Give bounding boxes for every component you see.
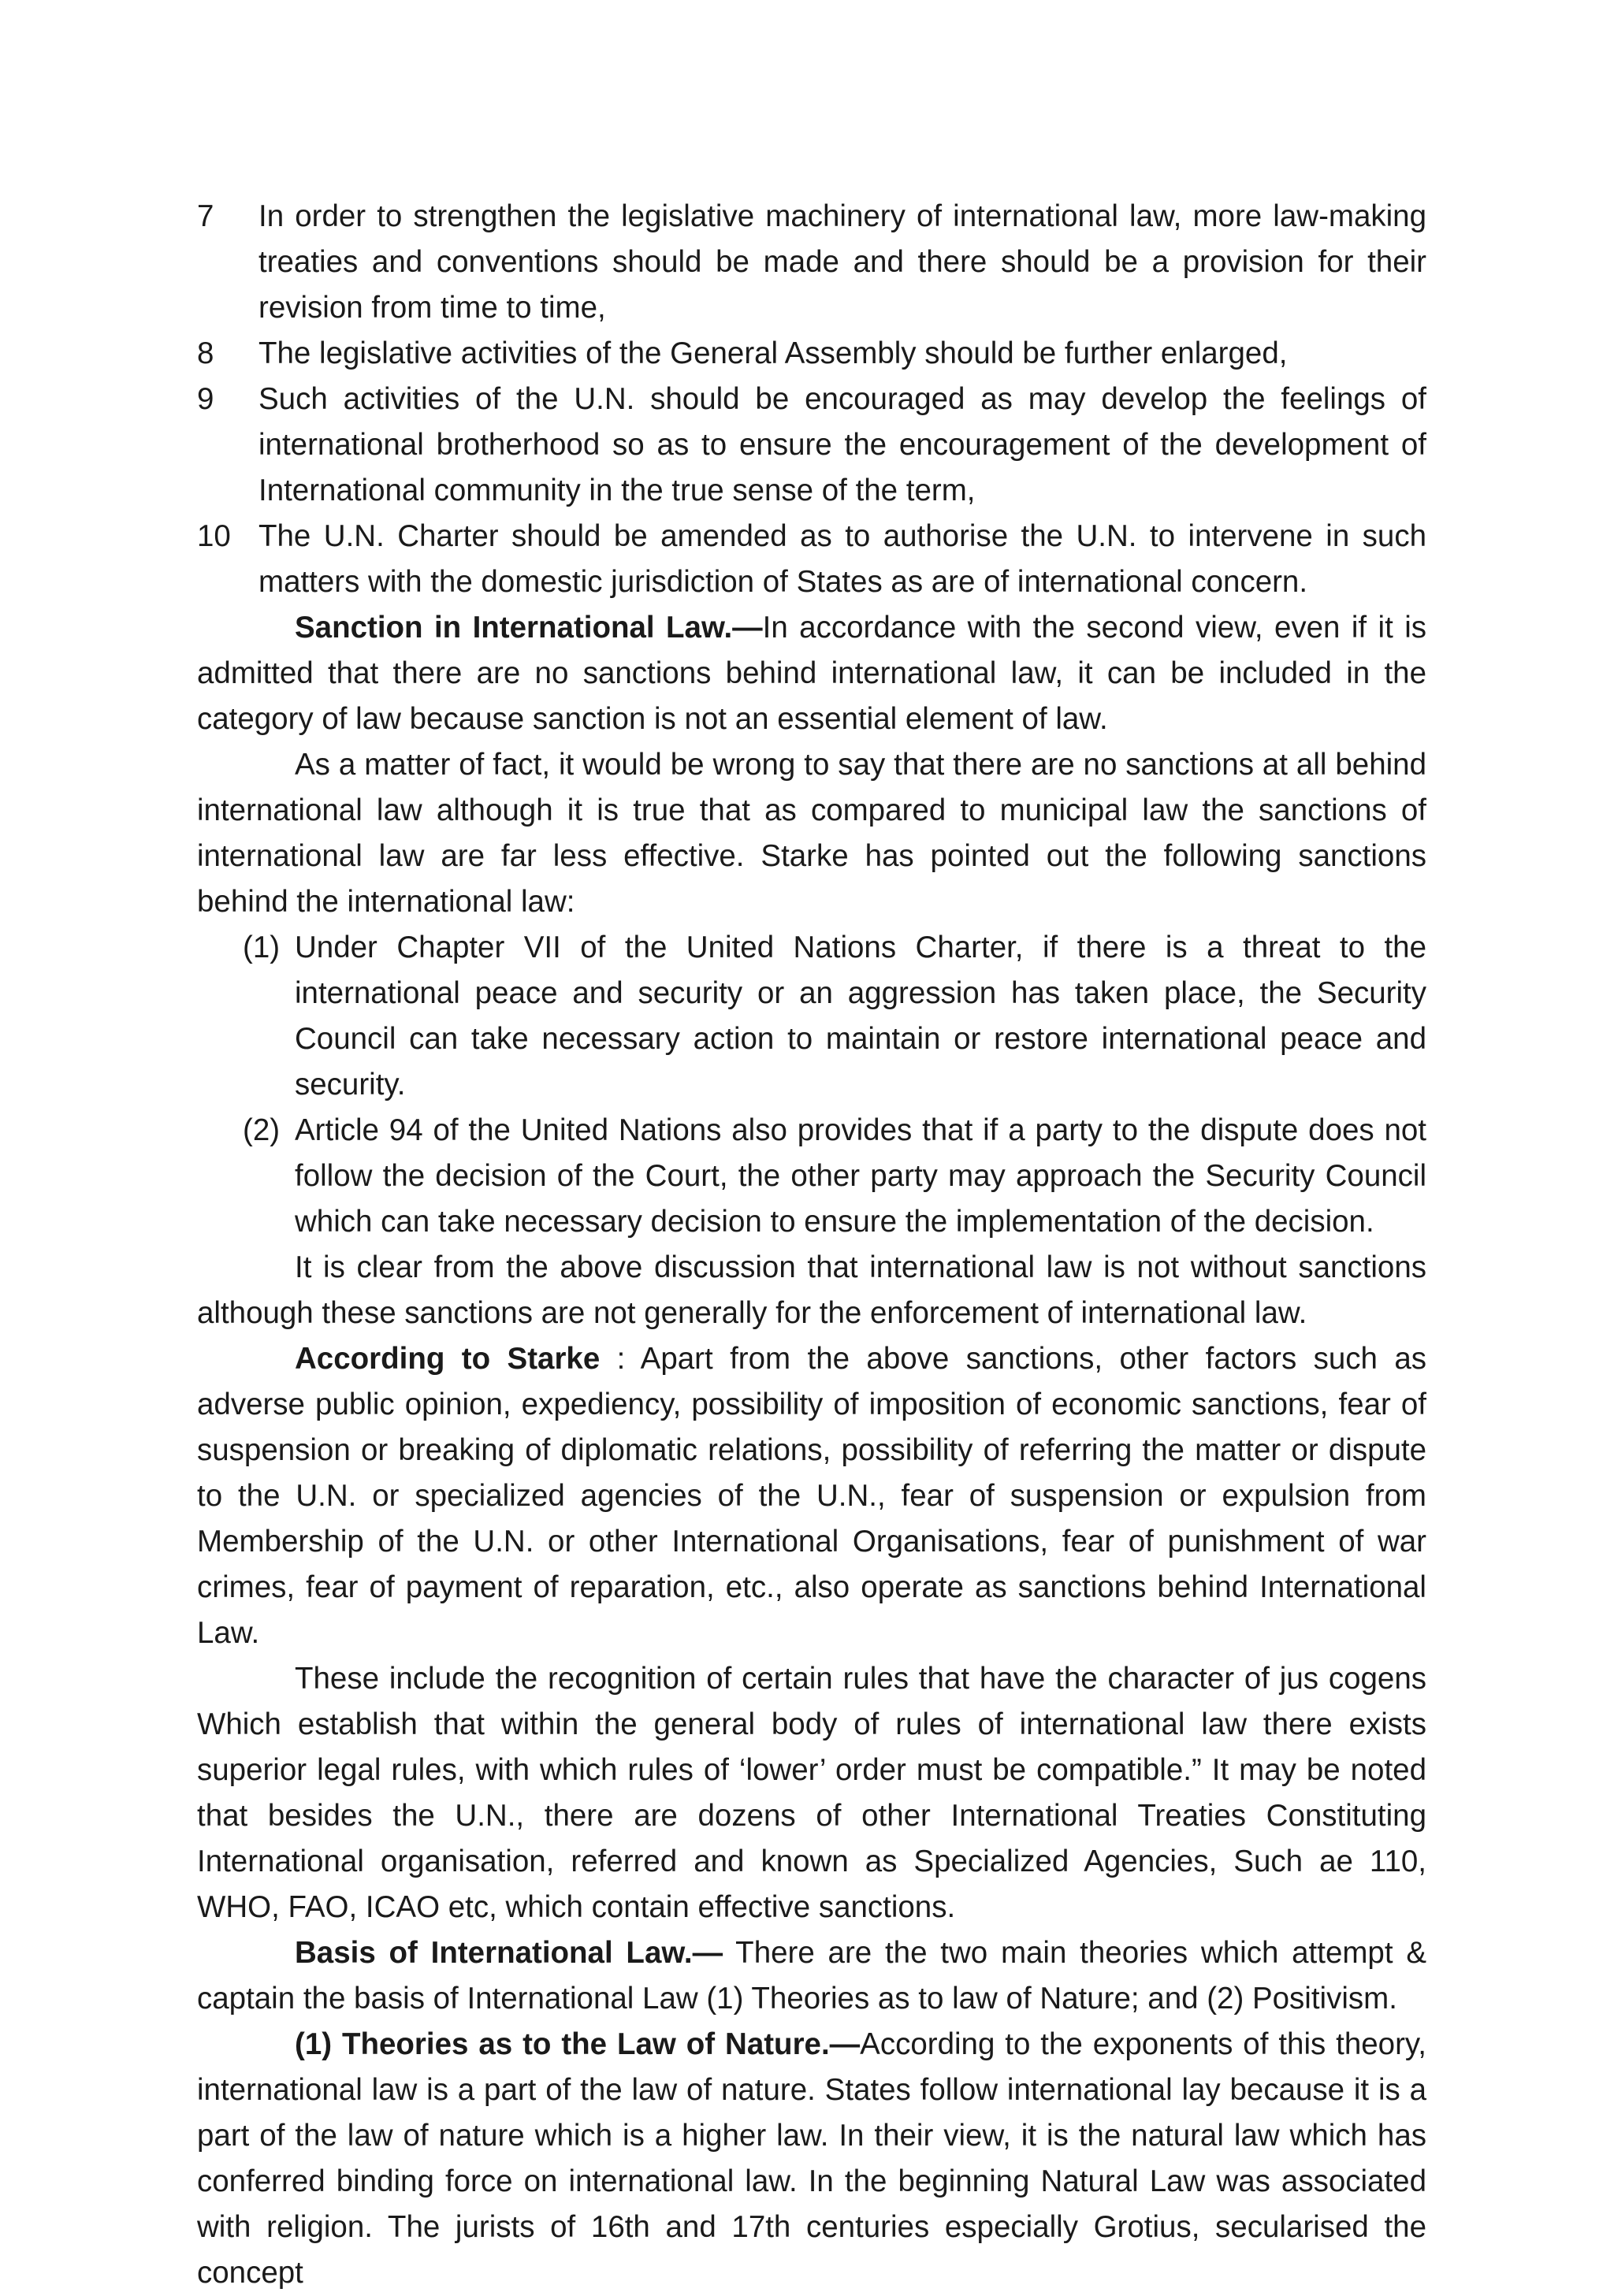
numbered-item-7 (197, 194, 1426, 331)
section-heading: According to Starke (295, 1342, 601, 1376)
item-number: 10 (197, 519, 231, 553)
starke-paragraph (197, 1336, 1426, 1656)
item-text: In order to strengthen the legislative machinery of international law, more law-making treaties and conventions should be made and there should be a provision for their revision from time to time, (258, 199, 1426, 325)
sanction-item-2 (243, 1108, 1426, 1245)
matter-of-fact-paragraph: As a matter of fact, it would be wrong to say that there are no sanctions at all behind international law although it is true that as compared to municipal law the sanctions of international law are far less effective. Starke has pointed out the following sanctions behind the international law: (197, 748, 1426, 919)
sanctions-list (243, 925, 1426, 1245)
section-heading: Basis of International Law.— (295, 1936, 723, 1970)
sanction-item-1 (243, 925, 1426, 1108)
item-number: (2) (243, 1113, 281, 1147)
paragraph-text: : Apart from the above sanctions, other factors such as adverse public opinion, expediency, possibility of imposition of economic sanctions, fear of suspension or breaking of diplomatic relations, possibility of referring the matter or dispute to the U.N. or specialized agencies of the U.N., fear of suspension or expulsion from Membership of the U.N. or other International Organisations, fear of punishment of war crimes, fear of payment of reparation, etc., also operate as sanctions behind International Law. (197, 1342, 1426, 1650)
numbered-item-10 (197, 514, 1426, 605)
jus-cogens-paragraph: These include the recognition of certain rules that have the character of jus cogens Which establish that within the general body of rules of international law there exists superior legal rules, with which rules of ‘lower’ order must be compatible.” It may be noted that besides the U.N., there are dozens of other International Treaties Constituting International organisation, referred and known as Specialized Agencies, Such ae 110, WHO, FAO, ICAO etc, which contain effective sanctions. (197, 1662, 1426, 1924)
item-number: 7 (197, 199, 214, 233)
law-of-nature-paragraph (197, 2022, 1426, 2296)
document-page (197, 194, 1426, 2296)
item-text: Under Chapter VII of the United Nations Charter, if there is a threat to the international peace and security or an aggression has taken place, the Security Council can take necessary action to maintain or restore international peace and security. (295, 931, 1426, 1102)
clear-paragraph: It is clear from the above discussion that international law is not without sanctions although these sanctions are not generally for the enforcement of international law. (197, 1250, 1426, 1330)
section-heading: (1) Theories as to the Law of Nature.— (295, 2027, 861, 2061)
section-heading: Sanction in International Law.— (295, 611, 763, 645)
item-text: The legislative activities of the General Assembly should be further enlarged, (258, 336, 1288, 370)
numbered-item-9 (197, 377, 1426, 514)
paragraph-text: According to the exponents of this theory, international law is a part of the law of nature. States follow international lay because it is a part of the law of nature which is a higher law. In their view, it is the natural law which has conferred binding force on international law. In the beginning Natural Law was associated with religion. The jurists of 16th and 17th centuries especially Grotius, secularised the concept (197, 2027, 1426, 2290)
item-text: Such activities of the U.N. should be encouraged as may develop the feelings of international brotherhood so as to ensure the encouragement of the development of International community in the true sense of the term, (258, 382, 1426, 507)
item-number: 9 (197, 382, 214, 416)
item-number: (1) (243, 931, 281, 964)
item-text: The U.N. Charter should be amended as to authorise the U.N. to intervene in such matters with the domestic jurisdiction of States as are of international concern. (258, 519, 1426, 599)
item-number: 8 (197, 336, 214, 370)
item-text: Article 94 of the United Nations also provides that if a party to the dispute does not follow the decision of the Court, the other party may approach the Security Council which can take necessary decision to ensure the implementation of the decision. (295, 1113, 1426, 1239)
paragraph-text: In accordance with the second view, even if it is admitted that there are no sanctions behind international law, it can be included in the category of law because sanction is not an essential element of law. (197, 611, 1426, 736)
numbered-item-8 (197, 331, 1426, 377)
paragraph-text: There are the two main theories which attempt & captain the basis of International Law (1) Theories as to law of Nature; and (2) Positivism. (197, 1936, 1427, 2016)
sanction-paragraph (197, 605, 1426, 742)
basis-paragraph (197, 1930, 1426, 2022)
